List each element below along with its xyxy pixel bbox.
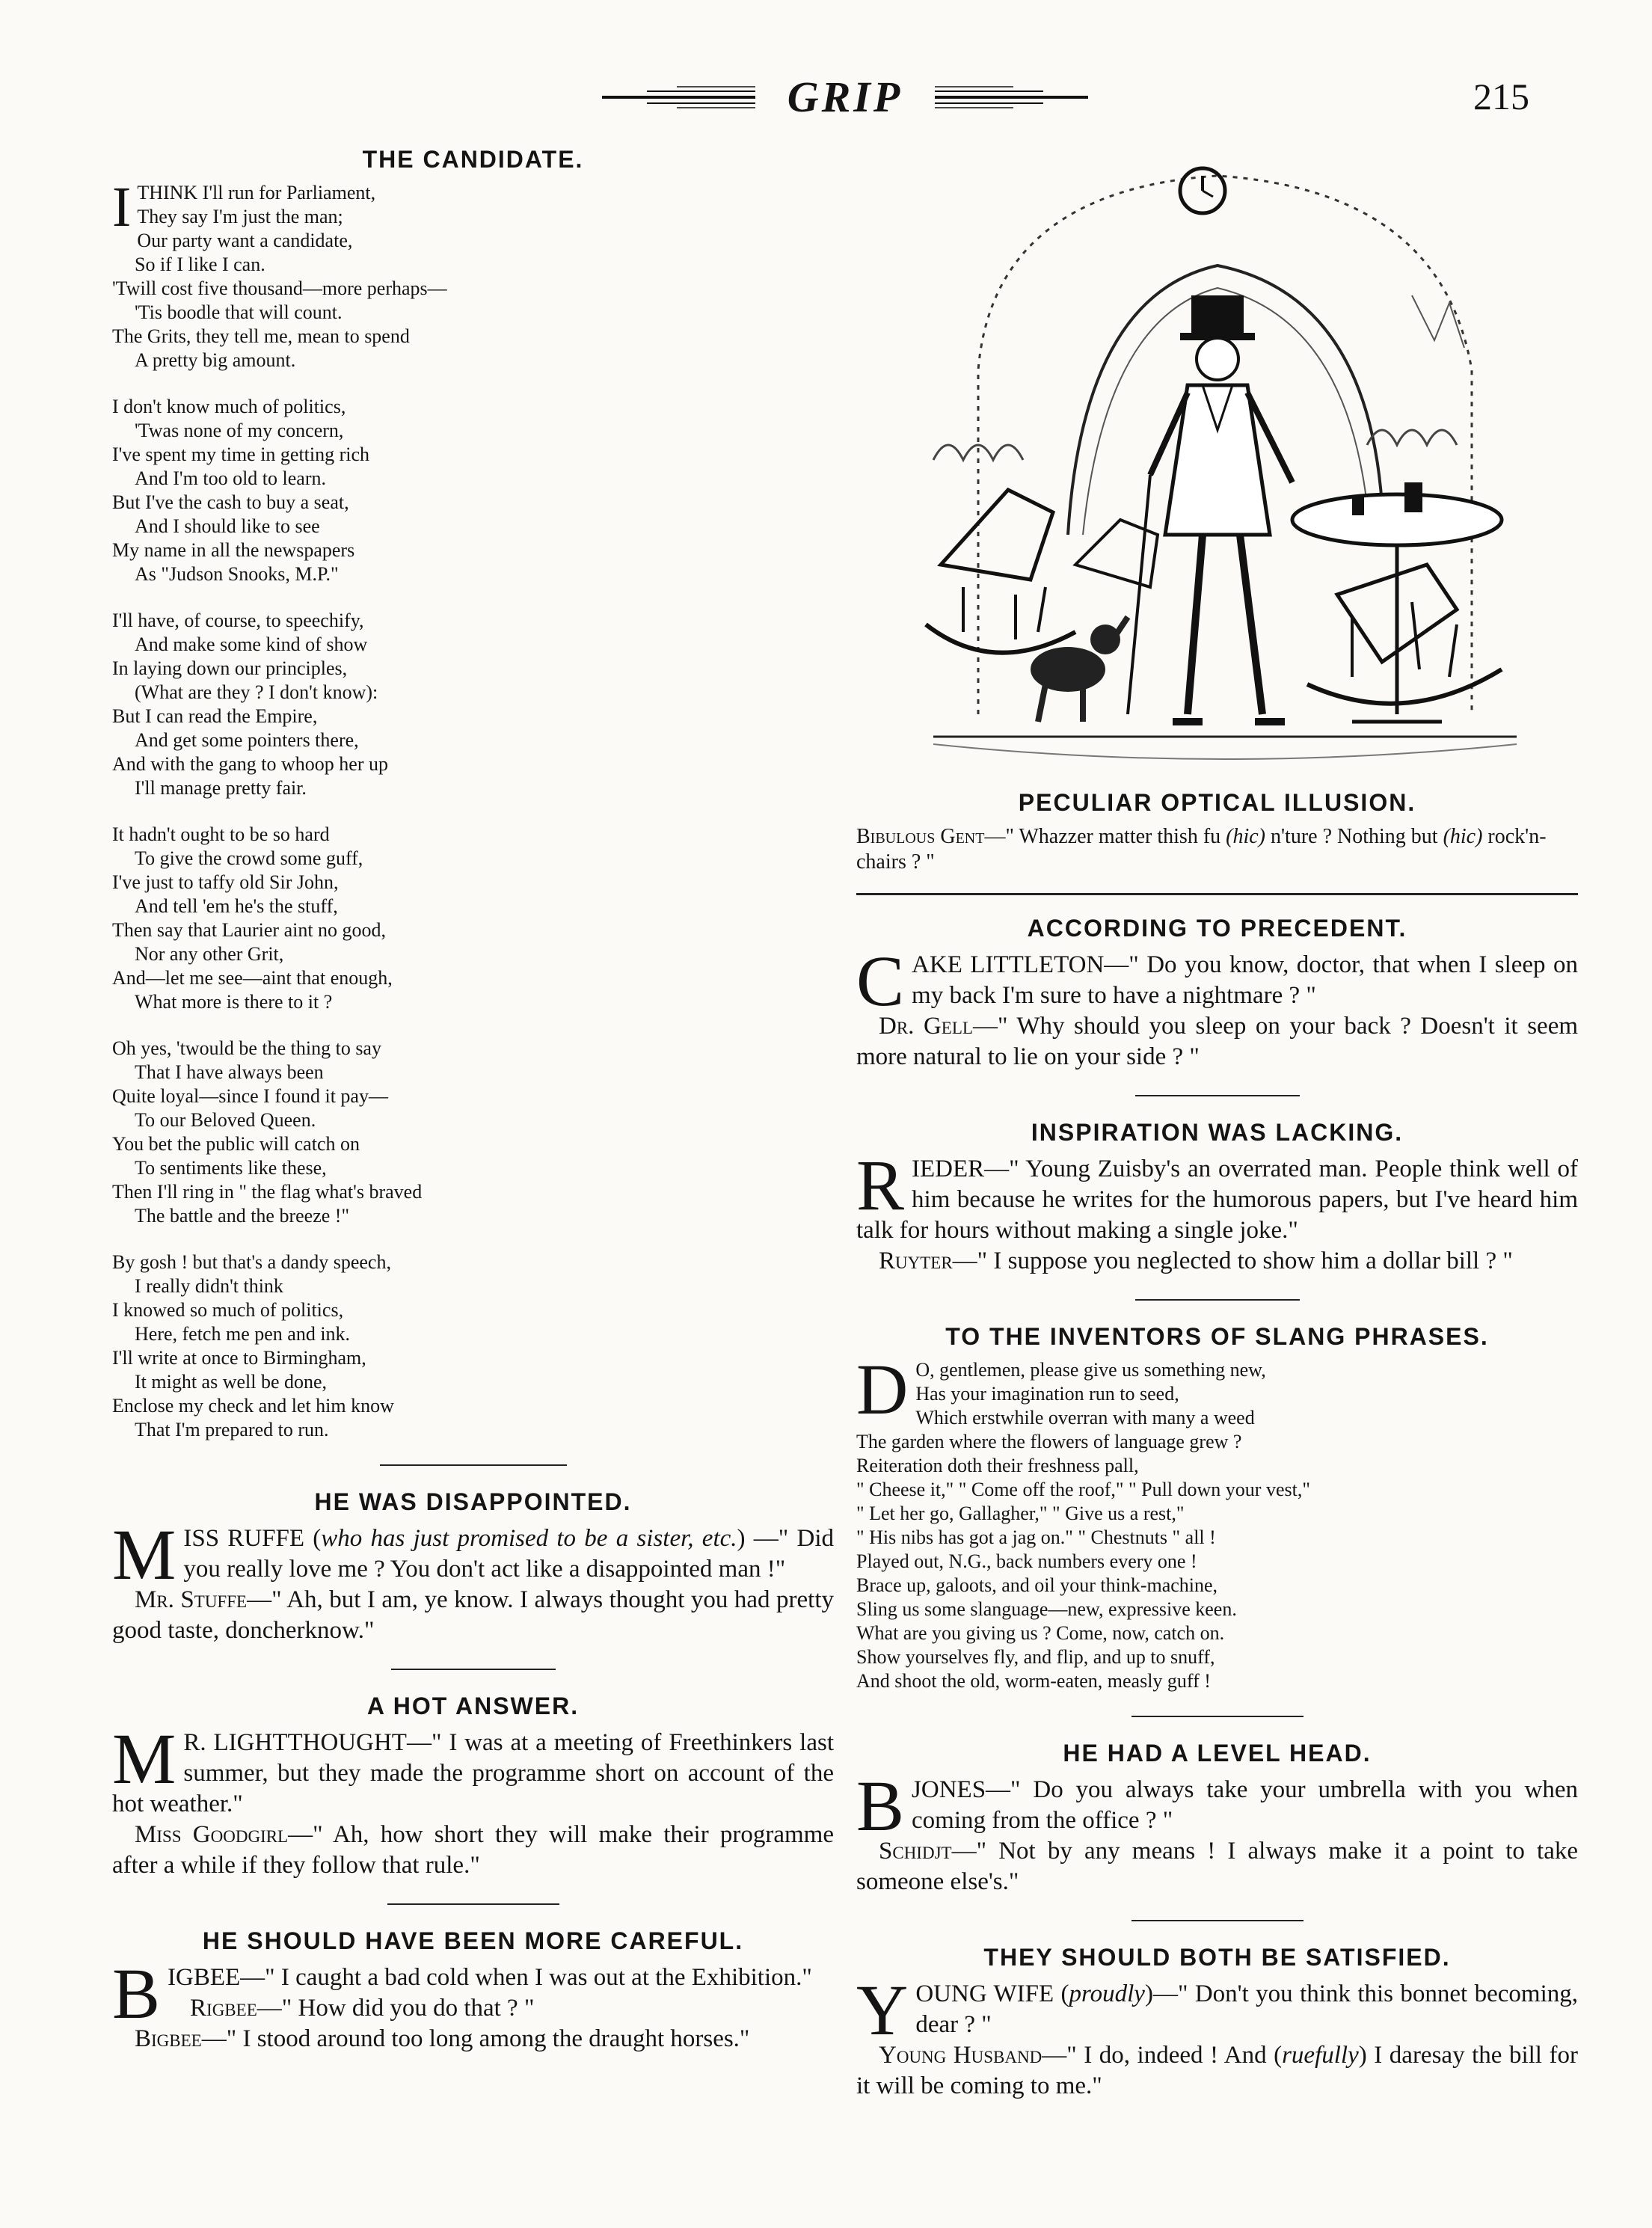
paragraph: Miss Goodgirl—" Ah, how short they will make their programme after a while if they follow that rule."	[112, 1821, 834, 1879]
speaker-name: Ruyter	[879, 1248, 953, 1274]
verse-line: D O, gentlemen, please give us something new,	[856, 1349, 1266, 1429]
verse-line: I'll manage pretty fair.	[135, 777, 307, 799]
verse-line: Has your imagination run to seed,	[915, 1383, 1179, 1405]
verse-line: And get some pointers there,	[135, 729, 359, 751]
page-number: 215	[1473, 76, 1529, 117]
poem-body	[856, 1349, 1578, 1693]
verse-line: Reiteration doth their freshness pall,	[856, 1455, 1139, 1476]
poem-body	[112, 176, 834, 1442]
verse-line: And I should like to see	[135, 515, 320, 537]
article-title: INSPIRATION WAS LACKING.	[1031, 1119, 1404, 1146]
drop-cap: I	[112, 176, 132, 239]
verse-line: I really didn't think	[135, 1275, 283, 1297]
drop-cap: B	[856, 1766, 905, 1846]
stanza	[112, 1037, 834, 1228]
article-to-the-inventors-of-slang-phrases	[856, 1323, 1578, 1693]
stanza	[112, 395, 834, 586]
verse-line: It hadn't ought to be so hard	[112, 823, 330, 845]
article-inspiration-was-lacking	[856, 1119, 1578, 1277]
left-column	[112, 146, 834, 2062]
verse-line: And I'm too old to learn.	[135, 467, 326, 489]
verse-line: Here, fetch me pen and ink.	[135, 1323, 351, 1345]
verse-line: Played out, N.G., back numbers every one !	[856, 1550, 1197, 1572]
article-title: A HOT ANSWER.	[366, 1693, 580, 1719]
verse-line: Then say that Laurier aint no good,	[112, 919, 387, 941]
magazine-title: GRIP	[787, 73, 903, 121]
paragraph: Rigbee—" How did you do that ? "	[190, 1995, 535, 2022]
verse-line: 'Twas none of my concern,	[135, 420, 344, 441]
section-divider	[1131, 1920, 1304, 1921]
section-divider	[1131, 1716, 1304, 1717]
verse-line: Oh yes, 'twould be the thing to say	[112, 1037, 381, 1059]
verse-line: I'll write at once to Birmingham,	[112, 1347, 366, 1369]
cartoon-illustration	[888, 146, 1547, 774]
verse-line: Brace up, galoots, and oil your think-machine,	[856, 1574, 1218, 1596]
verse-line: And make some kind of show	[135, 633, 368, 655]
verse-line: I don't know much of politics,	[112, 396, 346, 417]
stanza	[112, 1250, 834, 1442]
drop-cap: R	[856, 1145, 905, 1225]
article-title: THEY SHOULD BOTH BE SATISFIED.	[983, 1944, 1451, 1971]
verse-line: A pretty big amount.	[135, 349, 296, 371]
verse-line: To give the crowd some guff,	[135, 847, 363, 869]
drop-cap: M	[112, 1515, 176, 1595]
right-column	[856, 146, 1578, 2109]
paragraph: M R. LIGHTTHOUGHT—" I was at a meeting of Freethinkers last summer, but they made the programme short on account of the hot weather."	[112, 1719, 834, 1817]
article-the-candidate	[112, 146, 834, 1442]
article-title: HE WAS DISAPPOINTED.	[314, 1488, 632, 1515]
article-according-to-precedent	[856, 915, 1578, 1072]
verse-line: Then I'll ring in " the flag what's braved	[112, 1181, 423, 1203]
article-they-should-both-be-satisfied	[856, 1944, 1578, 2102]
verse-line: " His nibs has got a jag on." " Chestnuts " all !	[856, 1526, 1216, 1548]
section-divider	[380, 1464, 567, 1466]
speaker-name: Mr. Stuffe	[135, 1586, 248, 1613]
verse-line: Enclose my check and let him know	[112, 1395, 394, 1417]
verse-line: To our Beloved Queen.	[135, 1109, 316, 1131]
section-divider	[387, 1903, 559, 1905]
verse-line: My name in all the newspapers	[112, 539, 355, 561]
article-title: HE SHOULD HAVE BEEN MORE CAREFUL.	[202, 1927, 744, 1954]
masthead-rule-left	[602, 82, 755, 112]
verse-line: Our party want a candidate,	[137, 230, 353, 251]
verse-line: So if I like I can.	[135, 254, 265, 275]
verse-line: And tell 'em he's the stuff,	[135, 895, 338, 917]
drop-cap: D	[856, 1349, 909, 1429]
verse-line: The battle and the breeze !"	[135, 1205, 350, 1227]
drop-cap: Y	[856, 1970, 909, 2050]
drop-cap: C	[856, 941, 905, 1021]
verse-line: That I'm prepared to run.	[135, 1419, 329, 1440]
verse-line: They say I'm just the man;	[137, 206, 343, 227]
article-title: THE CANDIDATE.	[362, 146, 584, 173]
article-he-should-have-been-more-careful	[112, 1927, 834, 2054]
paragraph: Mr. Stuffe—" Ah, but I am, ye know. I always thought you had pretty good taste, doncherknow."	[112, 1586, 834, 1644]
section-divider	[391, 1669, 556, 1670]
speaker-name: Schidjt	[879, 1838, 952, 1865]
speaker-name: Bigbee	[135, 2025, 202, 2052]
verse-line: As "Judson Snooks, M.P."	[135, 563, 339, 585]
verse-line: " Let her go, Gallagher," " Give us a rest,"	[856, 1503, 1185, 1524]
speaker-name: Rigbee	[190, 1995, 257, 2022]
drop-cap: M	[112, 1719, 176, 1799]
verse-line: You bet the public will catch on	[112, 1133, 360, 1155]
article-title: HE HAD A LEVEL HEAD.	[1063, 1740, 1372, 1767]
speaker-name: Bibulous Gent	[856, 825, 985, 848]
verse-line: I knowed so much of politics,	[112, 1299, 344, 1321]
verse-line: What more is there to it ?	[135, 991, 333, 1013]
cartoon-caption: Bibulous Gent—" Whazzer matter thish fu (hic) n'ture ? Nothing but (hic) rock'n-chairs ? "	[856, 825, 1547, 874]
paragraph: BIGBEE—" I caught a bad cold when I was out at the Exhibition."	[112, 1954, 812, 2034]
verse-line: In laying down our principles,	[112, 657, 348, 679]
paragraph: Ruyter—" I suppose you neglected to show him a dollar bill ? "	[879, 1248, 1513, 1274]
paragraph: Dr. Gell—" Why should you sleep on your back ? Doesn't it seem more natural to lie on your side ? "	[856, 1013, 1579, 1070]
verse-line: I've just to taffy old Sir John,	[112, 871, 339, 893]
paragraph: MISS RUFFE (who has just promised to be a sister, etc.) —" Did you really love me ? You don't act like a disappointed man !"	[112, 1515, 834, 1595]
paragraph: Bigbee—" I stood around too long among the draught horses."	[135, 2025, 750, 2052]
paragraph: Schidjt—" Not by any means ! I always make it a point to take someone else's."	[856, 1838, 1578, 1895]
full-width-rule	[856, 893, 1578, 895]
verse-line: But I can read the Empire,	[112, 705, 318, 727]
verse-line: The garden where the flowers of language grew ?	[856, 1431, 1242, 1452]
paragraph: BJONES—" Do you always take your umbrella with you when coming from the office ? "	[856, 1766, 1578, 1846]
verse-line: It might as well be done,	[135, 1371, 328, 1393]
verse-line: I've spent my time in getting rich	[112, 444, 370, 465]
masthead-rule-right	[935, 82, 1088, 112]
paragraph: CAKE LITTLETON—" Do you know, doctor, that when I sleep on my back I'm sure to have a nightmare ? "	[856, 941, 1578, 1021]
verse-line: And—let me see—aint that enough,	[112, 967, 393, 989]
article-title: ACCORDING TO PRECEDENT.	[1027, 915, 1407, 942]
speaker-name: Miss Goodgirl	[135, 1821, 289, 1848]
paragraph: RIEDER—" Young Zuisby's an overrated man. People think well of him because he writes for the humorous papers, but I've heard him talk for hours without making a single joke."	[856, 1145, 1578, 1244]
article-peculiar-optical-illusion	[856, 789, 1578, 875]
article-he-was-disappointed	[112, 1488, 834, 1646]
verse-line: What are you giving us ? Come, now, catch on.	[856, 1622, 1225, 1644]
verse-line: And shoot the old, worm-eaten, measly guff !	[856, 1670, 1211, 1692]
verse-line: By gosh ! but that's a dandy speech,	[112, 1251, 391, 1273]
stanza	[112, 176, 834, 372]
verse-line: 'Tis boodle that will count.	[135, 301, 343, 323]
speaker-name: Young Husband	[879, 2042, 1043, 2069]
verse-line: But I've the cash to buy a seat,	[112, 491, 349, 513]
verse-line: That I have always been	[135, 1061, 324, 1083]
section-divider	[1135, 1299, 1300, 1301]
verse-line: The Grits, they tell me, mean to spend	[112, 325, 410, 347]
stanza	[112, 823, 834, 1014]
section-divider	[1135, 1095, 1300, 1096]
verse-line: I'll have, of course, to speechify,	[112, 610, 364, 631]
masthead	[0, 72, 1652, 132]
article-he-had-a-level-head	[856, 1740, 1578, 1897]
drop-cap: B	[112, 1954, 161, 2034]
paragraph: Young Husband—" I do, indeed ! And (ruefully) I daresay the bill for it will be coming to me."	[856, 2042, 1578, 2099]
verse-line: (What are they ? I don't know):	[135, 681, 378, 703]
verse-line: " Cheese it," " Come off the roof," " Pull down your vest,"	[856, 1479, 1310, 1500]
stanza	[112, 609, 834, 800]
verse-line: Show yourselves fly, and flip, and up to snuff,	[856, 1646, 1215, 1668]
paragraph: YOUNG WIFE (proudly)—" Don't you think this bonnet becoming, dear ? "	[856, 1970, 1578, 2050]
verse-line: And with the gang to whoop her up	[112, 753, 389, 775]
verse-line: Nor any other Grit,	[135, 943, 284, 965]
verse-line: Quite loyal—since I found it pay—	[112, 1085, 388, 1107]
verse-line: Sling us some slanguage—new, expressive keen.	[856, 1598, 1237, 1620]
article-title: PECULIAR OPTICAL ILLUSION.	[1018, 789, 1416, 816]
verse-line: I THINK I'll run for Parliament,	[112, 176, 376, 239]
verse-line: Which erstwhile overran with many a weed	[915, 1407, 1255, 1428]
article-title: TO THE INVENTORS OF SLANG PHRASES.	[945, 1323, 1489, 1350]
speaker-name: Dr. Gell	[879, 1013, 973, 1040]
verse-line: To sentiments like these,	[135, 1157, 327, 1179]
article-a-hot-answer	[112, 1693, 834, 1881]
verse-line: 'Twill cost five thousand—more perhaps—	[112, 277, 447, 299]
